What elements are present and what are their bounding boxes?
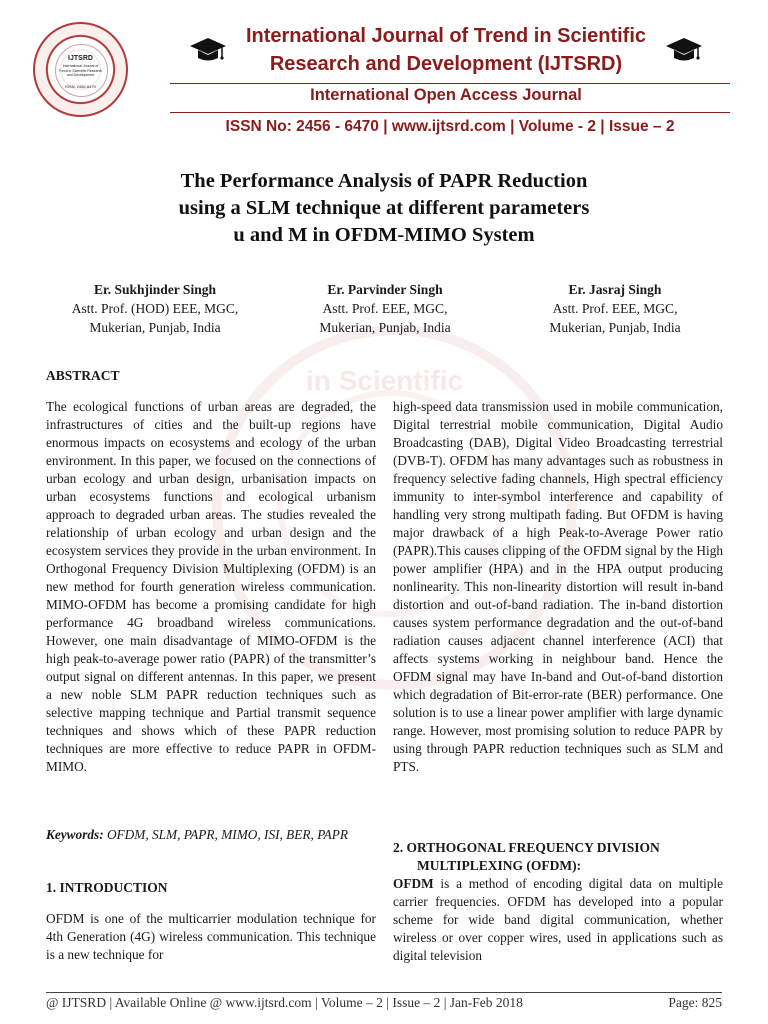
journal-title-line2: Research and Development (IJTSRD): [269, 53, 623, 75]
author-affiliation: Astt. Prof. EEE, MGC,: [552, 301, 678, 316]
section2-heading: [393, 839, 723, 875]
author-block: [265, 280, 505, 337]
section2-body: [393, 875, 723, 965]
section2-lead-term: OFDM: [393, 876, 434, 891]
author-block: [495, 280, 735, 337]
section2-text: is a method of encoding digital data on multiple carrier frequencies. OFDM has developed into a popular scheme for wide band digital communication, whether wireless or over copper wires, used in applications such as digital television: [393, 876, 723, 963]
issn-line: ISSN No: 2456 - 6470 | www.ijtsrd.com | Volume - 2 | Issue – 2: [225, 118, 675, 135]
author-affiliation: Astt. Prof. (HOD) EEE, MGC,: [71, 301, 239, 316]
keywords-label: Keywords:: [46, 827, 104, 842]
logo-issn: ISSN: 2456-6470: [65, 84, 96, 89]
introduction-heading: 1. INTRODUCTION: [46, 880, 168, 895]
page-number: Page: 825: [668, 995, 722, 1010]
logo-abbr: IJTSRD: [68, 55, 93, 62]
author-name: Er. Sukhjinder Singh: [94, 282, 216, 297]
author-location: Mukerian, Punjab, India: [89, 320, 221, 335]
author-location: Mukerian, Punjab, India: [549, 320, 681, 335]
abstract-heading: ABSTRACT: [46, 368, 120, 383]
section2-paragraph: [393, 875, 723, 965]
footer-citation: @ IJTSRD | Available Online @ www.ijtsrd.com | Volume – 2 | Issue – 2 | Jan-Feb 2018: [46, 995, 523, 1010]
introduction-paragraph: high-speed data transmission used in mobile communication, Digital terrestrial mobile communication, Digital Audio Broadcasting (DAB), Digital Video Broadcasting terrestrial (DVB-T). OFDM has many advantages such as robustness in frequency selective fading channels, High spectral efficiency immunity to inter-symbol interference and capability of handling very strong multipath fading. But OFDM is having major drawback of a high Peak-to-Average Power ratio (PAPR).This causes clipping of the OFDM signal by the High power amplifier (HPA) and in the HPA output producing nonlinearity. This non-linearity distortion will result in-band distortion and out-of-band radiation. The in-band distortion causes system performance degradation and the out-of-band radiation causes adjacent channel interference (ACI) that affects systems working in neighbour band. Hence the OFDM signal may have In-band and Out-of-band distortion which degradation of Bit-error-rate (BER) performance. One solution is to use a linear power amplifier with large dynamic range. However, most promising solution to reduce PAPR by using through PAPR reduction techniques such as SLM and PTS.: [393, 399, 723, 774]
logo-fulltext: International Journal of Trend in Scientific Research and Development: [58, 64, 103, 77]
journal-logo: [33, 22, 128, 117]
author-name: Er. Jasraj Singh: [568, 282, 662, 297]
section2-heading-line2: MULTIPLEXING (OFDM):: [417, 858, 582, 873]
author-name: Er. Parvinder Singh: [327, 282, 443, 297]
header-divider: [170, 83, 730, 84]
paper-title: [100, 168, 668, 249]
title-line: using a SLM technique at different parameters: [178, 197, 590, 219]
title-line: u and M in OFDM-MIMO System: [233, 224, 535, 246]
journal-header: [0, 0, 768, 150]
section2-heading-line1: 2. ORTHOGONAL FREQUENCY DIVISION: [393, 840, 660, 855]
author-affiliation: Astt. Prof. EEE, MGC,: [322, 301, 448, 316]
journal-title-line1: International Journal of Trend in Scientific: [245, 25, 647, 47]
keywords-list: OFDM, SLM, PAPR, MIMO, ISI, BER, PAPR: [103, 827, 348, 842]
watermark-text: in Scientific: [305, 365, 464, 396]
author-location: Mukerian, Punjab, India: [319, 320, 451, 335]
introduction-continued: [393, 398, 723, 828]
abstract-body: [46, 398, 376, 812]
title-line: The Performance Analysis of PAPR Reduction: [180, 170, 588, 192]
author-block: [35, 280, 275, 337]
open-access-label: International Open Access Journal: [310, 86, 582, 104]
abstract-paragraph: The ecological functions of urban areas are degraded, the infrastructures of cities and the built-up regions have enormous impacts on ecosystems and ecology of the urban environment. In this paper, we focused on the connections of urban ecology and urban design, urbanisation impacts on urban ecosystems functions and ecological urbanism approach to degraded urban areas. The studies revealed the relationship of urban ecology and urban design and the ecosystem services they provide in the urban environment. In Orthogonal Frequency Division Multiplexing (OFDM) is an new method for fourth generation wireless communication. MIMO-OFDM has become a promising candidate for high performance 4G broadband wireless communications. However, one main disadvantage of MIMO-OFDM is the high peak-to-average power ratio (PAPR) of the transmitter’s output signal on different antennas. In this paper, we present a new noble SLM PAPR reduction techniques such as selective mapping technique and Partial transmit sequence techniques and shows which of these PAPR reduction techniques are more effective to reduce PAPR in OFDM-MIMO.: [46, 399, 376, 774]
header-divider: [170, 112, 730, 113]
keywords: [46, 826, 376, 844]
footer-divider: [46, 992, 722, 993]
introduction-body: [46, 910, 376, 966]
introduction-paragraph: OFDM is one of the multicarrier modulation technique for 4th Generation (4G) wireless communication. This technique is a new technique for: [46, 911, 376, 962]
